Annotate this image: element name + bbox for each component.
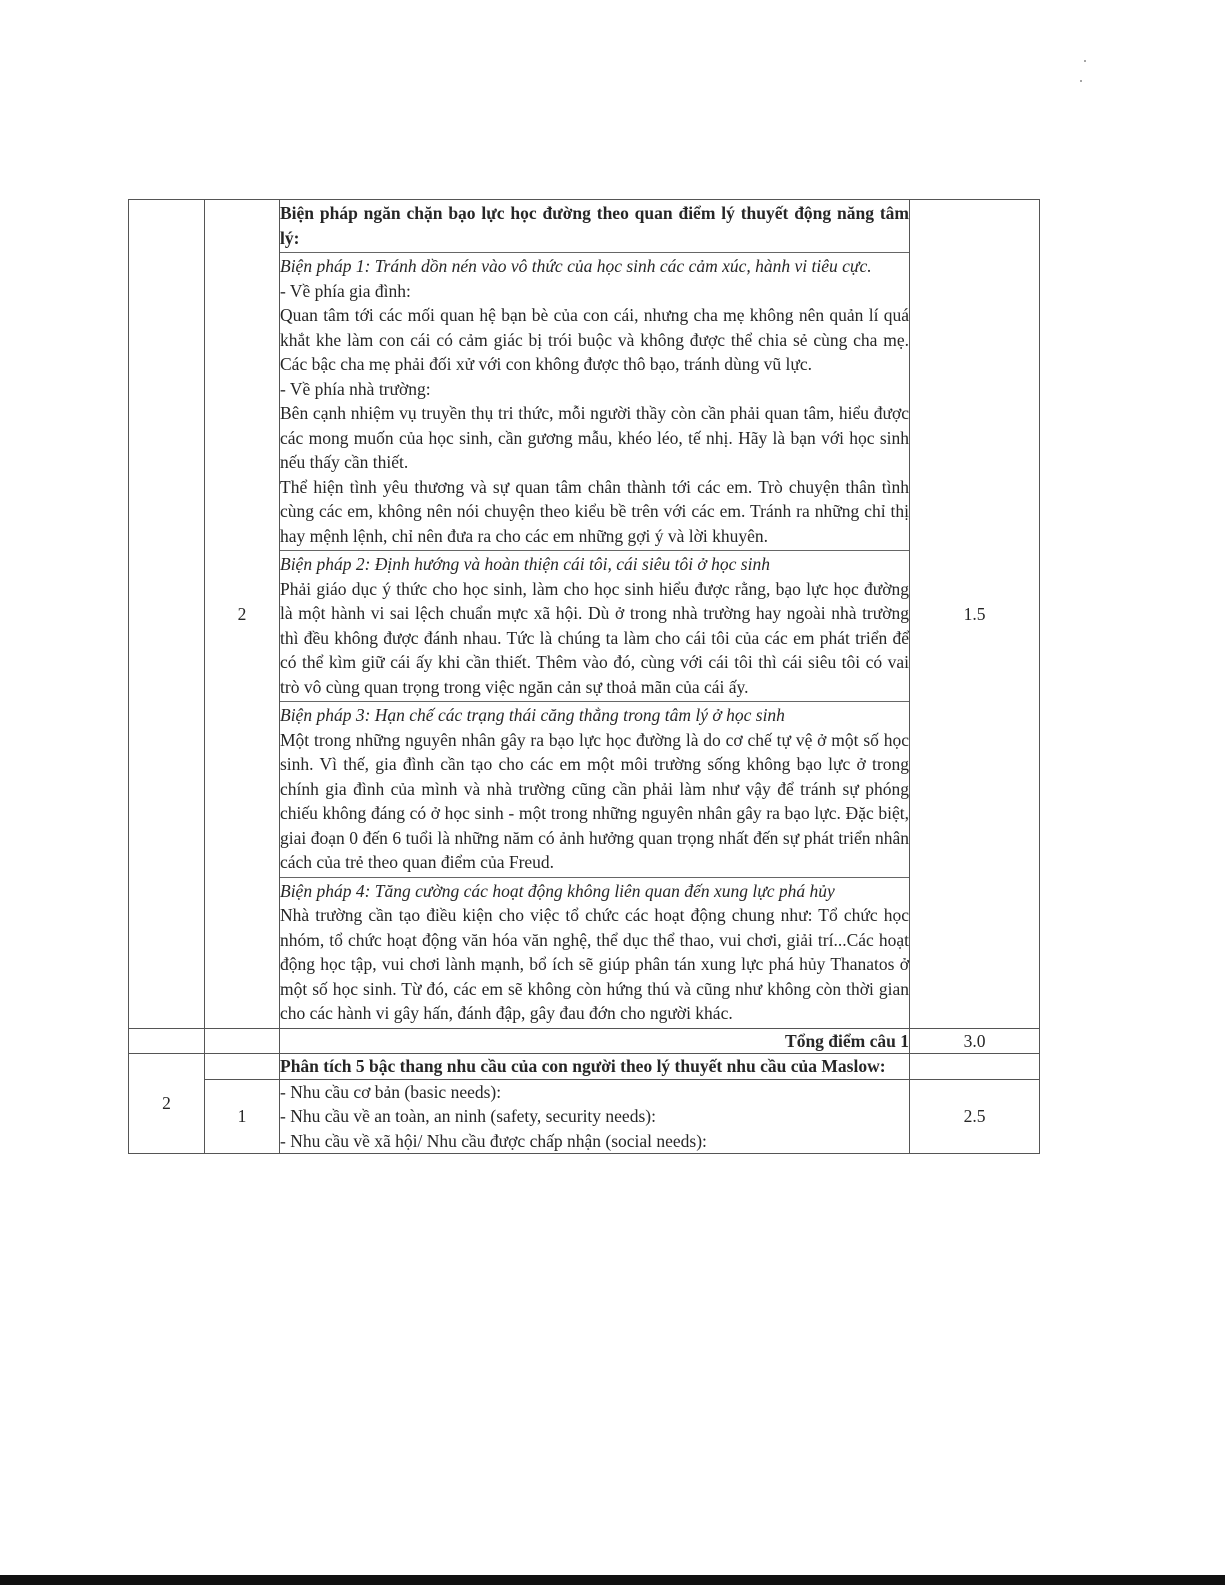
maslow-heading-cell xyxy=(280,1054,910,1080)
need-item: - Nhu cầu về an toàn, an ninh (safety, security needs): xyxy=(280,1106,656,1126)
measure-2-text: Phải giáo dục ý thức cho học sinh, làm cho học sinh hiểu được rằng, bạo lực học đường là một hành vi sai lệch chuẩn mực xã hội. Dù ở trong nhà trường hay ngoài nhà trường thì đều không được đánh nhau. Tức là chúng ta làm cho cái tôi của các em phát triển để có thể kìm giữ cái ấy khi cần thiết. Thêm vào đó, cùng với cái tôi thì cái siêu tôi có vai trò vô cùng quan trọng trong việc ngăn cản sự thoả mãn của cái ấy. xyxy=(280,578,909,697)
measure-1-block xyxy=(280,253,909,551)
need-item: - Nhu cầu về xã hội/ Nhu cầu được chấp nhận (social needs): xyxy=(280,1130,707,1151)
measure-4-text: Nhà trường cần tạo điều kiện cho việc tổ chức các hoạt động chung như: Tổ chức học nhóm, tổ chức hoạt động văn hóa văn nghệ, thể dục thể thao, vui chơi, giải trí...Các hoạt động học tập, vui chơi lành mạnh, bổ ích sẽ giúp phân tán xung lực phá hủy Thanatos ở một số học sinh. Từ đó, các em sẽ không còn hứng thú và cũng như không còn thời gian cho các hành vi gây hấn, đánh đập, gây đau đớn cho người khác. xyxy=(280,905,909,1023)
measure-3-title: Biện pháp 3: Hạn chế các trạng thái căng thẳng trong tâm lý ở học sinh xyxy=(280,705,785,725)
empty-cell xyxy=(910,1054,1040,1080)
item-number-cell: 2 xyxy=(205,200,280,1029)
section-2-score: 2.5 xyxy=(910,1079,1040,1154)
measure-2-block xyxy=(280,551,909,702)
measure-3-text: Một trong những nguyên nhân gây ra bạo lực học đường là do cơ chế tự vệ ở một số học sinh. Vì thế, gia đình cần tạo cho các em một môi trường sống không bạo lực ở trong chính gia đình của mình và nhà trường cũng cần phải làm như vậy để tránh sự phóng chiếu không đáng có ở học sinh - một trong những nguyên nhân gây ra bạo lực. Đặc biệt, giai đoạn 0 đến 6 tuổi là những năm có ảnh hưởng quan trọng nhất đến sự phát triển nhân cách của trẻ theo quan điểm của Freud. xyxy=(280,729,909,872)
school-text-1: Bên cạnh nhiệm vụ truyền thụ tri thức, mỗi người thầy còn cần phải quan tâm, hiểu được các mong muốn của học sinh, cần gương mẫu, khéo léo, tế nhị. Hãy là bạn với học sinh nếu thấy cần thiết. xyxy=(280,403,909,472)
measure-1-title: Biện pháp 1: Tránh dồn nén vào vô thức của học sinh các cảm xúc, hành vi tiêu cực. xyxy=(280,256,872,276)
measure-3-block xyxy=(280,702,909,878)
section-2-number: 2 xyxy=(129,1054,205,1154)
measure-2-title: Biện pháp 2: Định hướng và hoàn thiện cái tôi, cái siêu tôi ở học sinh xyxy=(280,554,770,574)
school-text-2: Thể hiện tình yêu thương và sự quan tâm chân thành tới các em. Trò chuyện thân tình cùng các em, không nên nói chuyện theo kiểu bề trên với các em. Tránh ra những chỉ thị hay mệnh lệnh, chỉ nên đưa ra cho các em những gợi ý và lời khuyên. xyxy=(280,476,909,546)
total-label: Tổng điểm câu 1 xyxy=(280,1028,910,1054)
family-text: Quan tâm tới các mối quan hệ bạn bè của con cái, nhưng cha mẹ không nên quản lí quá khắt khe làm con cái có cảm giác bị trói buộc và không được thể chia sẻ cùng cha mẹ. Các bậc cha mẹ phải đối xử với con không được thô bạo, tránh dùng vũ lực. xyxy=(280,305,909,374)
answer-heading: Biện pháp ngăn chặn bạo lực học đường theo quan điểm lý thuyết động năng tâm lý: xyxy=(280,203,909,248)
table-row-measures xyxy=(129,200,1040,1029)
grading-table xyxy=(128,199,1040,1154)
total-score: 3.0 xyxy=(910,1028,1040,1054)
table-row-maslow-needs xyxy=(129,1079,1040,1154)
scan-bottom-edge xyxy=(0,1575,1225,1585)
scan-speck xyxy=(1080,80,1082,82)
need-item: - Nhu cầu cơ bản (basic needs): xyxy=(280,1081,502,1102)
maslow-heading: Phân tích 5 bậc thang nhu cầu của con người theo lý thuyết nhu cầu của Maslow: xyxy=(280,1056,886,1076)
score-cell: 1.5 xyxy=(910,200,1040,1029)
section-number-cell xyxy=(129,200,205,1029)
measure-4-block xyxy=(280,878,909,1028)
empty-cell xyxy=(205,1054,280,1080)
answer-content-cell xyxy=(280,200,910,1029)
scan-speck xyxy=(1084,60,1086,62)
empty-cell xyxy=(129,1028,205,1054)
section-2-item-number: 1 xyxy=(205,1079,280,1154)
family-label: - Về phía gia đình: xyxy=(280,280,411,301)
empty-cell xyxy=(205,1028,280,1054)
table-row-maslow-heading xyxy=(129,1054,1040,1080)
table-row-total xyxy=(129,1028,1040,1054)
heading-block xyxy=(280,200,909,253)
maslow-needs-cell xyxy=(280,1079,910,1154)
measure-4-title: Biện pháp 4: Tăng cường các hoạt động không liên quan đến xung lực phá hủy xyxy=(280,880,835,901)
school-label: - Về phía nhà trường: xyxy=(280,378,431,399)
